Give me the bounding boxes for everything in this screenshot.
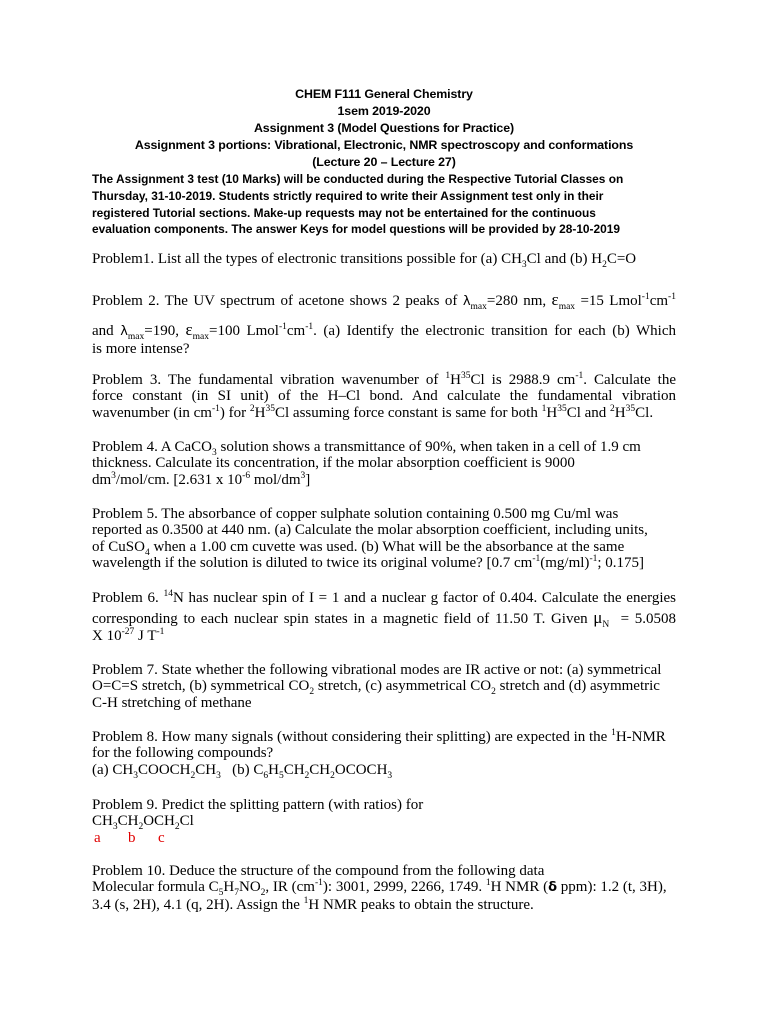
semester: 1sem 2019-2020 xyxy=(337,104,431,118)
problem-6: Problem 6. $^{14}$N has nuclear spin of I = 1 and a nuclear g factor of 0.404. Calculate the energies corresponding to each nuclear spin states in a magnetic field of 11.50 T. Given $\mu_N = 5.0508$ X $10^{-27}$ J $T^{-1}$ xyxy=(92,589,676,644)
notice-line: Thursday, 31-10-2019. Students strictly required to write their Assignment test only in their xyxy=(92,188,604,203)
problem-8: Problem 8. How many signals (without considering their splitting) are expected in the $^1$H-NMR for the following compounds? (a) $CH_3COOCH_2CH_3$ (b) $C_6H_5CH_2CH_2OCOCH_3$ xyxy=(92,728,666,781)
problem-9: Problem 9. Predict the splitting pattern (with ratios) for $CH_3CH_2OCH_2Cl$ a b c xyxy=(92,797,676,846)
proton-label-c: c xyxy=(158,829,165,846)
course-title: CHEM F111 General Chemistry xyxy=(295,87,473,101)
problem-1: Problem1. List all the types of electronic transitions possible for (a) $CH_3Cl$ and (b) $H_2C=O$ xyxy=(92,251,637,270)
assignment-title: Assignment 3 (Model Questions for Practice) xyxy=(253,121,515,135)
problem-3: Problem 3. The fundamental vibration wavenumber of $^1H^{35}Cl$ is 2988.9 $cm^{-1}$. Calculate the force constant (in SI unit) of the H–Cl bond. And calculate the fundamental vibration wavenumber (in $cm^{-1}$) for $^2H^{35}Cl$ assuming force constant is same for both $^1H^{35}Cl$ and $^2H^{35}Cl$. xyxy=(92,371,676,421)
problem-7: Problem 7. State whether the following vibrational modes are IR active or not: (a) symmetrical O=C=S stretch, (b) symmetrical $CO_2$ stretch, (c) asymmetrical $CO_2$ stretch and (d) asymmetric C-H stretching of methane xyxy=(92,662,662,711)
proton-label-a: a xyxy=(94,829,101,846)
problem-5: Problem 5. The absorbance of copper sulphate solution containing 0.500 mg Cu/ml was reported as 0.3500 at 440 nm. (a) Calculate the molar absorption coefficient, including units, of CuSO$_4$ when a 1.00 cm cuvette was used. (b) What will be the absorbance at the same wavelength if the solution is diluted to twice its original volume? [0.7 $cm^{-1}(mg/ml)^{-1}$; 0.175] xyxy=(92,506,648,571)
problem-10: Problem 10. Deduce the structure of the compound from the following data Molecular formula $C_5H_7NO_2$, IR $(cm^{-1})$: 3001, 2999, 2266, 1749. $^1$H NMR (δ ppm): 1.2 (t, 3H), 3.4 (s, 2H), 4.1 (q, 2H). Assign the $^1$H NMR peaks to obtain the structure. xyxy=(92,863,667,913)
assignment-notice xyxy=(92,171,676,238)
problem-2: Problem 2. The UV spectrum of acetone shows 2 peaks of $\lambda_{max}=280$ nm, $\varepsilon_{max} =15$ $Lmol^{-1}cm^{-1}$ and $\lambda_{max}=190$, $\varepsilon_{max}=100$ $Lmol^{-1}cm^{-1}$. (a) Identify the electronic transition for each (b) Which is more intense? xyxy=(92,290,676,357)
lecture-range: (Lecture 20 – Lecture 27) xyxy=(312,155,456,169)
document-header xyxy=(92,86,676,171)
proton-label-b: b xyxy=(128,829,136,846)
notice-line: The Assignment 3 test (10 Marks) will be conducted during the Respective Tutorial Classes on xyxy=(92,172,624,186)
notice-line: evaluation components. The answer Keys for model questions will be provided by 28-10-2019 xyxy=(92,222,620,237)
notice-line: registered Tutorial sections. Make-up requests may not be entertained for the continuous xyxy=(92,205,596,220)
assignment-portions: Assignment 3 portions: Vibrational, Electronic, NMR spectroscopy and conformations xyxy=(134,138,634,152)
problem-4: Problem 4. A CaCO$_3$ solution shows a transmittance of 90%, when taken in a cell of 1.9 cm thickness. Calculate its concentration, if the molar absorption coefficient is 9000 $dm^3/mol/cm$. [2.631 x $10^{-6}$ mol/$dm^3$] xyxy=(92,439,641,488)
